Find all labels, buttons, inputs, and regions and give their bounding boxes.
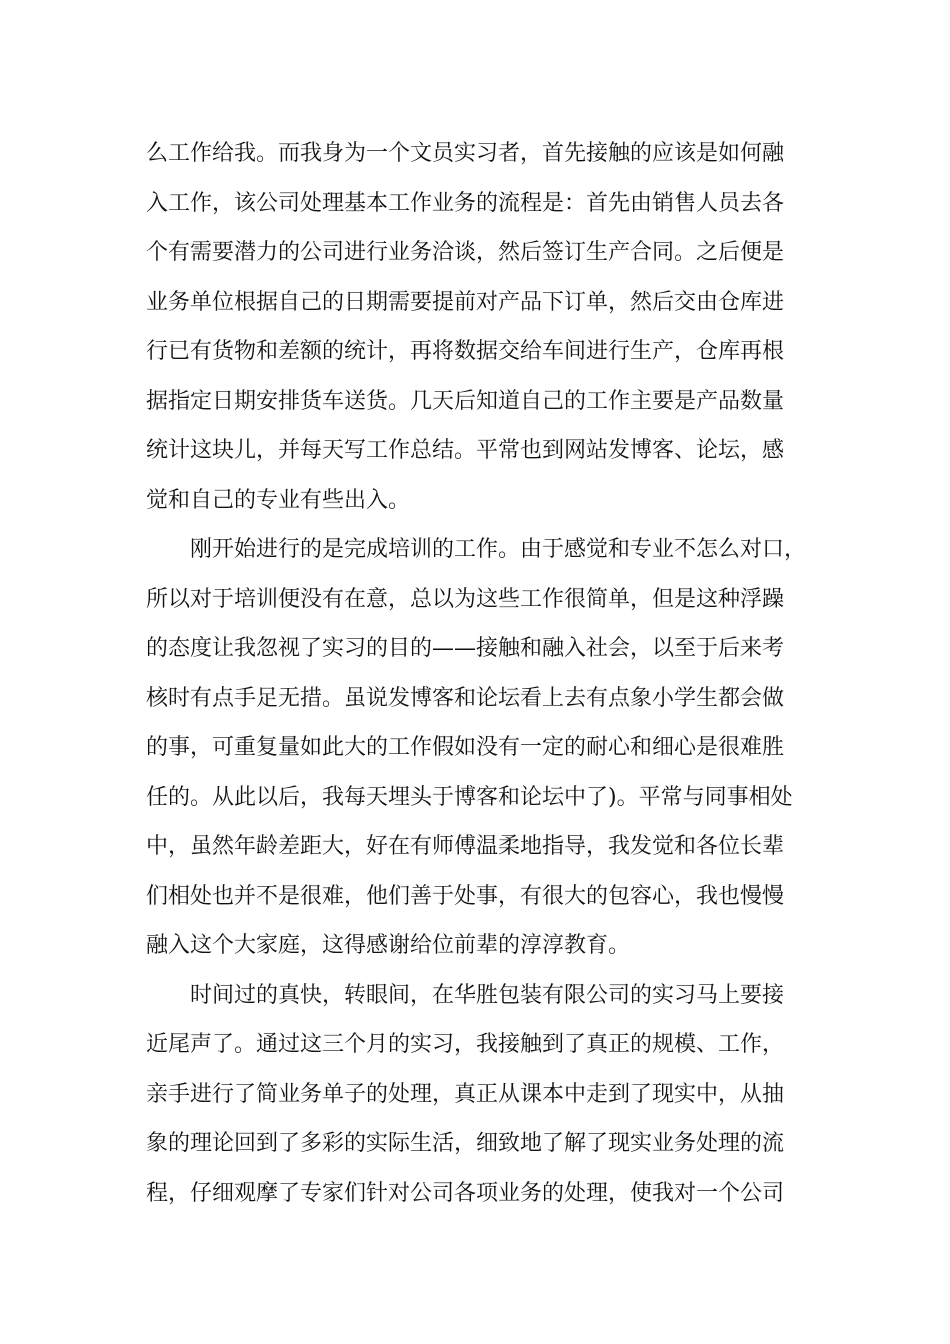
text-line: 融入这个大家庭，这得感谢给位前辈的淳淳教育。 xyxy=(146,933,631,958)
text-line: 行已有货物和差额的统计，再将数据交给车间进行生产，仓库再根 xyxy=(146,339,785,364)
text-line: 入工作，该公司处理基本工作业务的流程是：首先由销售人员去各 xyxy=(146,190,785,216)
text-line: 么工作给我。而我身为一个文员实习者，首先接触的应该是如何融 xyxy=(146,141,785,166)
body-text xyxy=(146,129,810,1218)
text-line: 觉和自己的专业有些出入。 xyxy=(146,487,411,513)
text-line: 所以对于培训便没有在意，总以为这些工作很简单，但是这种浮躁 xyxy=(146,586,785,612)
paragraph-3 xyxy=(146,971,810,1219)
text-line: 业务单位根据自己的日期需要提前对产品下订单，然后交由仓库进 xyxy=(146,289,785,315)
text-line: 亲手进行了简业务单子的处理，真正从课本中走到了现实中，从抽 xyxy=(146,1081,785,1107)
paragraph-2 xyxy=(146,525,810,971)
text-line: 中，虽然年龄差距大，好在有师傅温柔地指导，我发觉和各位长辈 xyxy=(146,834,785,859)
text-line: 任的。从此以后，我每天埋头于博客和论坛中了)。平常与同事相处 xyxy=(146,784,793,810)
text-line: 核时有点手足无措。虽说发博客和论坛看上去有点象小学生都会做 xyxy=(146,685,785,711)
text-line: 时间过的真快，转眼间，在华胜包装有限公司的实习马上要接 xyxy=(190,982,785,1008)
text-line: 近尾声了。通过这三个月的实习，我接触到了真正的规模、工作， xyxy=(146,1032,785,1057)
text-line: 刚开始进行的是完成培训的工作。由于感觉和专业不怎么对口， xyxy=(190,537,807,562)
text-line: 据指定日期安排货车送货。几天后知道自己的工作主要是产品数量 xyxy=(146,388,785,414)
paragraph-1 xyxy=(146,129,810,525)
text-line: 象的理论回到了多彩的实际生活，细致地了解了现实业务处理的流 xyxy=(146,1131,785,1156)
text-line: 的事，可重复量如此大的工作假如没有一定的耐心和细心是很难胜 xyxy=(146,735,785,760)
text-line: 的态度让我忽视了实习的目的——接触和融入社会，以至于后来考 xyxy=(146,636,785,661)
text-line: 个有需要潜力的公司进行业务洽谈，然后签订生产合同。之后便是 xyxy=(146,240,785,265)
text-line: 们相处也并不是很难，他们善于处事，有很大的包容心，我也慢慢 xyxy=(146,883,785,909)
text-line: 统计这块儿，并每天写工作总结。平常也到网站发博客、论坛，感 xyxy=(146,438,785,463)
text-line: 程，仔细观摩了专家们针对公司各项业务的处理，使我对一个公司 xyxy=(146,1180,785,1206)
